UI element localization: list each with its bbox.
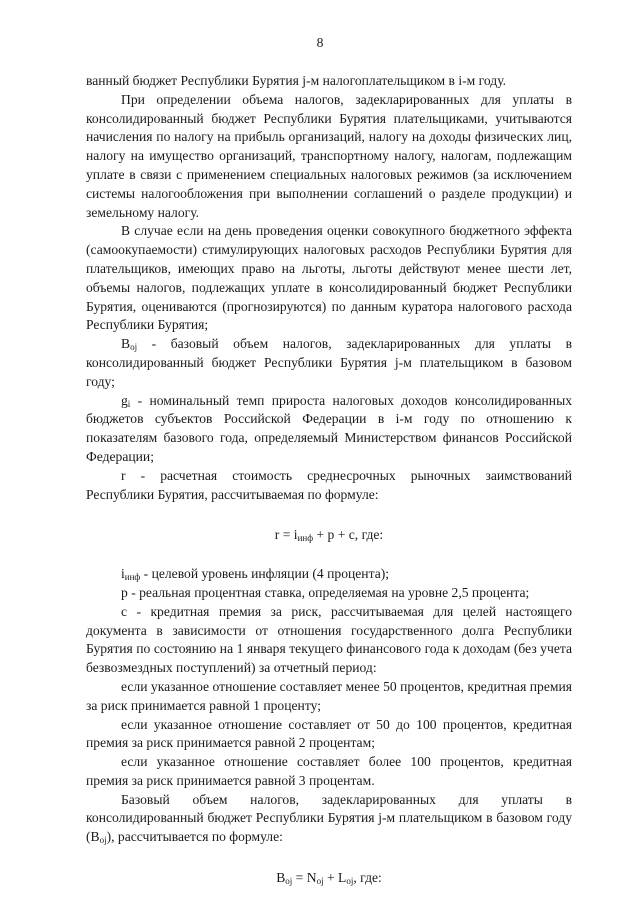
definition-text: - базовый объем налогов, задекларированных для уплаты в консолидированный бюджет Республики Бурятия j-м плательщиком в базовом году; <box>86 336 572 389</box>
formula-subscript: oj <box>316 876 324 887</box>
symbol-b: B <box>121 336 131 352</box>
page-number: 8 <box>316 35 324 50</box>
paragraph-continuation: ванный бюджет Республики Бурятия j-м налогоплательщиком в i-м году. <box>86 73 507 88</box>
paragraph-tax-accounting: При определении объема налогов, задекларированных для уплаты в консолидированный бюджет Республики Бурятия плательщиками, учитываются начисления по налогу на прибыль организаций, налогу на доходы физических лиц, налогу на имущество организаций, транспортному налогу, налогам, подлежащим уплате в связи с применением специальных налоговых режимов (за исключением системы налогообложения при выполнении соглашений о разделе продукции) и земельному налогу. <box>86 91 572 220</box>
formula-subscript: oj <box>285 876 293 887</box>
symbol-subscript: oj <box>130 342 138 353</box>
paragraph-definition-c: c - кредитная премия за риск, рассчитываемая для целей настоящего документа в зависимости от отношения государственного долга Республики Бурятия по состоянию на 1 января текущего финансового года к доходам (без учета безвозмездных поступлений) за отчетный период: <box>86 603 572 676</box>
formula-boj: $B_{oj} = N_{oj} + L_{oj}$, где: <box>276 870 382 887</box>
paragraph-definition-gi <box>86 392 572 467</box>
paragraph-base-volume: Базовый объем налогов, задекларированных для уплаты в консолидированный бюджет Республики Бурятия j-м плательщиком в базовом году $(B_{oj})$, рассчитывается по формуле: <box>86 791 572 846</box>
paragraph-case-50-100: если указанное отношение составляет от 50 до 100 процентов, кредитная премия за риск принимается равной 2 процентам; <box>86 716 572 751</box>
definition-text: - целевой уровень инфляции (4 процента); <box>140 566 390 582</box>
paragraph-definition-r: r - расчетная стоимость среднесрочных рыночных заимствований Республики Бурятия, рассчитываемая по формуле: <box>86 467 572 502</box>
paragraph-case-under-50: если указанное отношение составляет менее 50 процентов, кредитная премия за риск принимается равной 1 проценту; <box>86 678 572 713</box>
formula-subscript: oj <box>346 876 354 887</box>
paragraph-definition-p: p - реальная процентная ставка, определяемая на уровне 2,5 процента; <box>121 584 530 600</box>
definition-text: - номинальный темп прироста налоговых доходов консолидированных бюджетов субъектов Российской Федерации в i-м году по отношению к показателям базового года, определяемый Министерством финансов Российской Федерации; <box>86 392 572 464</box>
symbol-subscript: oj <box>99 835 107 846</box>
paragraph-case-over-100: если указанное отношение составляет более 100 процентов, кредитная премия за риск принимается равной 3 процентам. <box>86 754 572 788</box>
formula-subscript: инф <box>297 533 314 544</box>
symbol-i: i <box>121 566 125 582</box>
symbol-g: g <box>121 392 128 408</box>
document-body <box>86 72 572 888</box>
paragraph-definition-iinf <box>86 565 572 584</box>
symbol-subscript: инф <box>124 572 141 583</box>
paragraph-definition-boj <box>86 335 572 391</box>
symbol-subscript: i <box>127 398 131 409</box>
formula-r: $r = i_{инф} + p + c$, где: <box>274 527 384 544</box>
paragraph-forecast-case: В случае если на день проведения оценки совокупного бюджетного эффекта (самоокупаемости) стимулирующих налоговых расходов Республики Бурятия для плательщиков, имеющих право на льготы, льготы действуют менее шести лет, объемы налогов, подлежащих уплате в консолидированный бюджет Республики Бурятия, оцениваются (прогнозируются) по данным куратора налогового расхода Республики Бурятия; <box>86 223 572 333</box>
